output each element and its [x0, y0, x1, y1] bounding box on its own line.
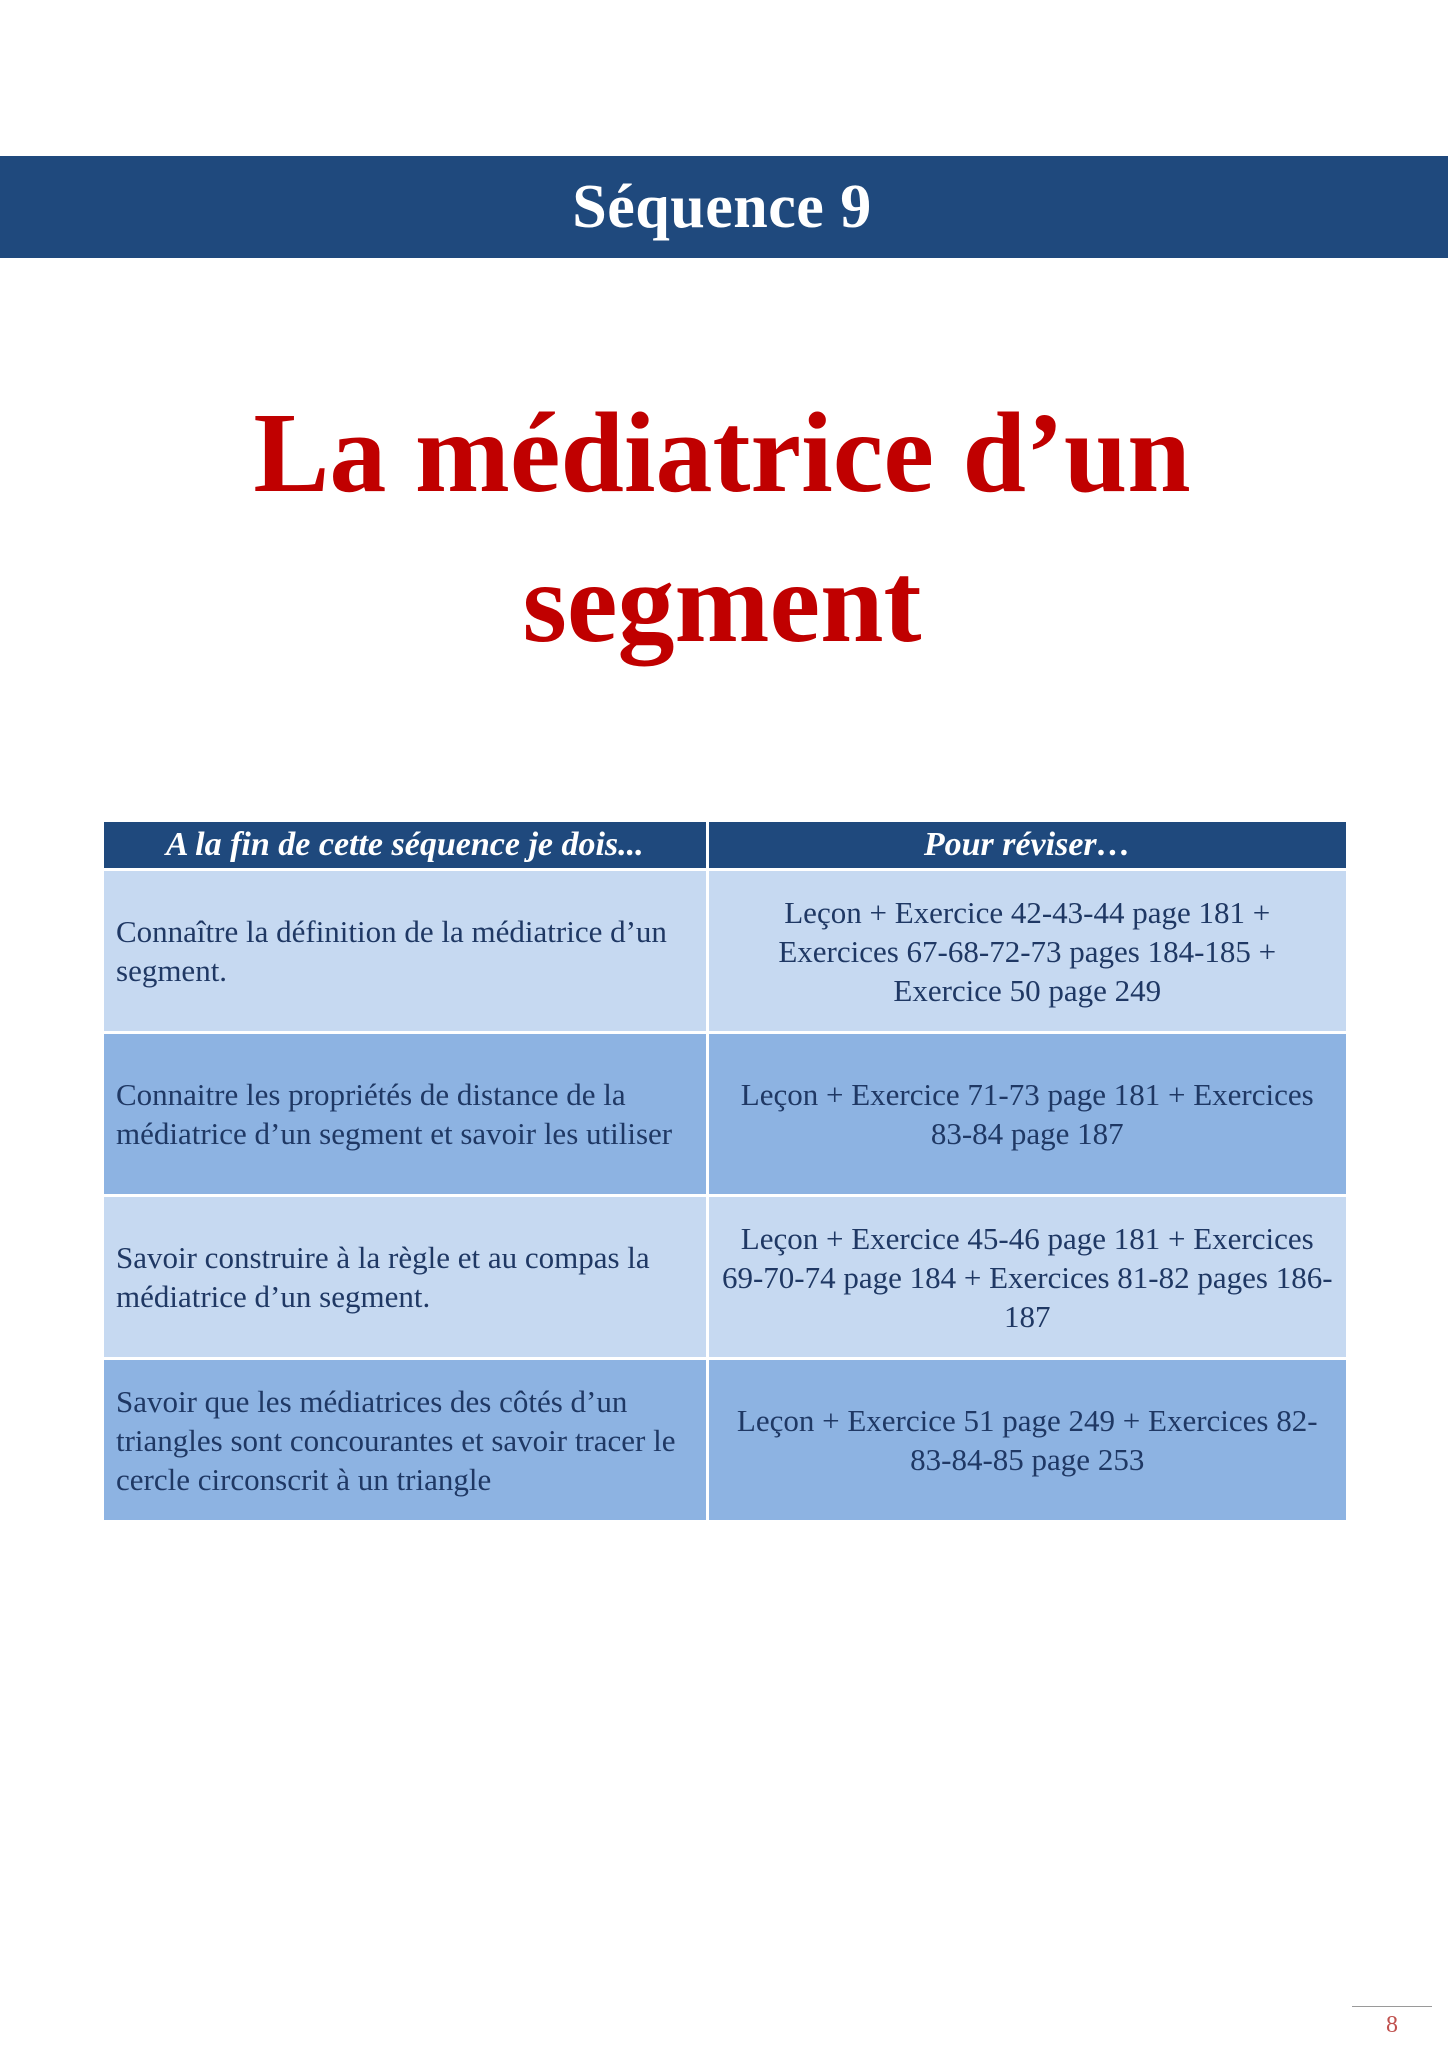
table-row — [104, 870, 1346, 1033]
revise-cell: Leçon + Exercice 45-46 page 181 + Exercices 69-70-74 page 184 + Exercices 81-82 pages 186-187 — [707, 1196, 1346, 1359]
page-title — [0, 378, 1446, 678]
goal-cell: Savoir construire à la règle et au compas la médiatrice d’un segment. — [104, 1196, 707, 1359]
goal-cell: Connaître la définition de la médiatrice d’un segment. — [104, 870, 707, 1033]
column-header-revise: Pour réviser… — [707, 822, 1346, 870]
table-header-row — [104, 822, 1346, 870]
table-row — [104, 1196, 1346, 1359]
revise-cell: Leçon + Exercice 42-43-44 page 181 + Exercices 67-68-72-73 pages 184-185 + Exercice 50 page 249 — [707, 870, 1346, 1033]
sequence-label: Séquence 9 — [572, 172, 872, 241]
goal-cell: Savoir que les médiatrices des côtés d’un triangles sont concourantes et savoir tracer le cercle circonscrit à un triangle — [104, 1359, 707, 1521]
table-row — [104, 1359, 1346, 1521]
page-title-line-2: segment — [522, 539, 922, 666]
page-number: 8 — [1386, 2012, 1398, 2038]
column-header-goals: A la fin de cette séquence je dois... — [104, 822, 707, 870]
footer-divider — [1352, 2006, 1432, 2007]
table-row — [104, 1033, 1346, 1196]
revise-cell: Leçon + Exercice 71-73 page 181 + Exercices 83-84 page 187 — [707, 1033, 1346, 1196]
sequence-banner — [0, 156, 1448, 258]
revise-cell: Leçon + Exercice 51 page 249 + Exercices 82-83-84-85 page 253 — [707, 1359, 1346, 1521]
goal-cell: Connaitre les propriétés de distance de la médiatrice d’un segment et savoir les utiliser — [104, 1033, 707, 1196]
page-title-line-1: La médiatrice d’un — [253, 389, 1191, 516]
objectives-table — [104, 822, 1346, 1520]
